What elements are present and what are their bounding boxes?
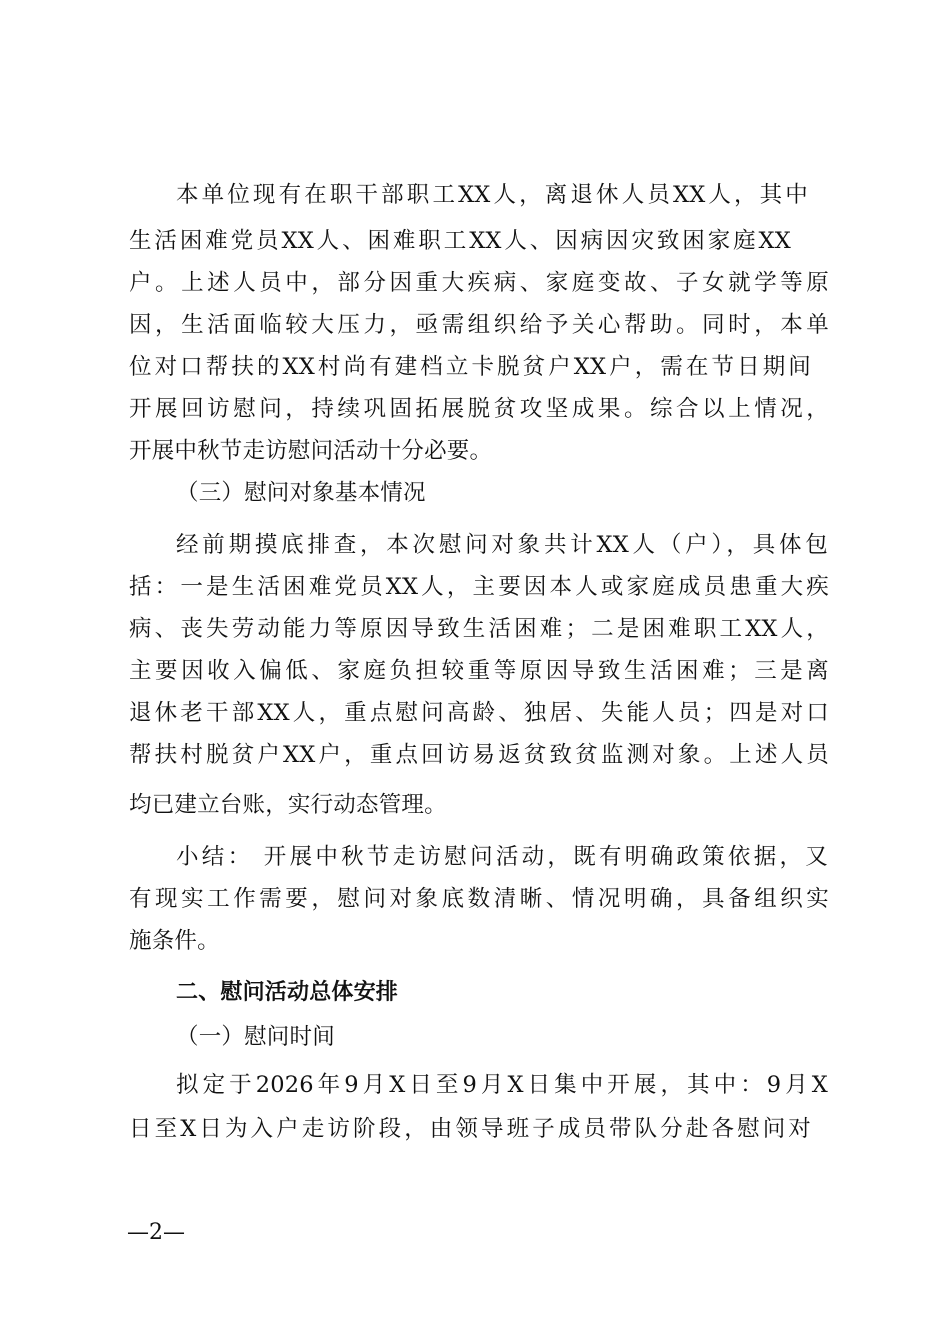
paragraph-line: 主要因收入偏低、家庭负担较重等原因导致生活困难；三是离: [129, 658, 829, 684]
paragraph-line: 开展回访慰问，持续巩固拓展脱贫攻坚成果。综合以上情况，: [129, 396, 829, 422]
paragraph-line: 开展中秋节走访慰问活动十分必要。: [129, 438, 493, 464]
paragraph-line: 帮扶村脱贫户XX户，重点回访易返贫致贫监测对象。上述人员: [129, 742, 829, 768]
paragraph-line: 经前期摸底排查，本次慰问对象共计XX人（户），具体包: [176, 532, 828, 558]
paragraph-line: 生活困难党员XX人、困难职工XX人、因病因灾致困家庭XX: [129, 228, 791, 254]
summary-line: 有现实工作需要，慰问对象底数清晰、情况明确，具备组织实: [129, 886, 829, 912]
summary-line: 施条件。: [129, 928, 220, 954]
paragraph-line: 退休老干部XX人，重点慰问高龄、独居、失能人员；四是对口: [129, 700, 829, 726]
subheading: （三）慰问对象基本情况: [176, 480, 426, 506]
paragraph-line: 均已建立台账，实行动态管理。: [129, 792, 447, 818]
paragraph-line: 位对口帮扶的XX村尚有建档立卡脱贫户XX户，需在节日期间: [129, 354, 811, 380]
paragraph-line: 括：一是生活困难党员XX人，主要因本人或家庭成员患重大疾: [129, 574, 829, 600]
paragraph-line: 日至X日为入户走访阶段，由领导班子成员带队分赴各慰问对: [129, 1116, 811, 1142]
subheading: （一）慰问时间: [176, 1024, 335, 1050]
paragraph-line: 因，生活面临较大压力，亟需组织给予关心帮助。同时，本单: [129, 312, 829, 338]
paragraph-line: 户。上述人员中，部分因重大疾病、家庭变故、子女就学等原: [129, 270, 829, 296]
paragraph-line: 病、丧失劳动能力等原因导致生活困难；二是困难职工XX人，: [129, 616, 829, 642]
paragraph-line: 本单位现有在职干部职工XX人，离退休人员XX人，其中: [176, 182, 808, 208]
page-number: —2—: [127, 1220, 185, 1245]
summary-line: 小结： 开展中秋节走访慰问活动，既有明确政策依据，又: [176, 844, 828, 870]
section-heading: 二、慰问活动总体安排: [176, 980, 399, 1005]
paragraph-line: 拟定于2026年9月X日至9月X日集中开展，其中：9月X: [176, 1072, 828, 1098]
